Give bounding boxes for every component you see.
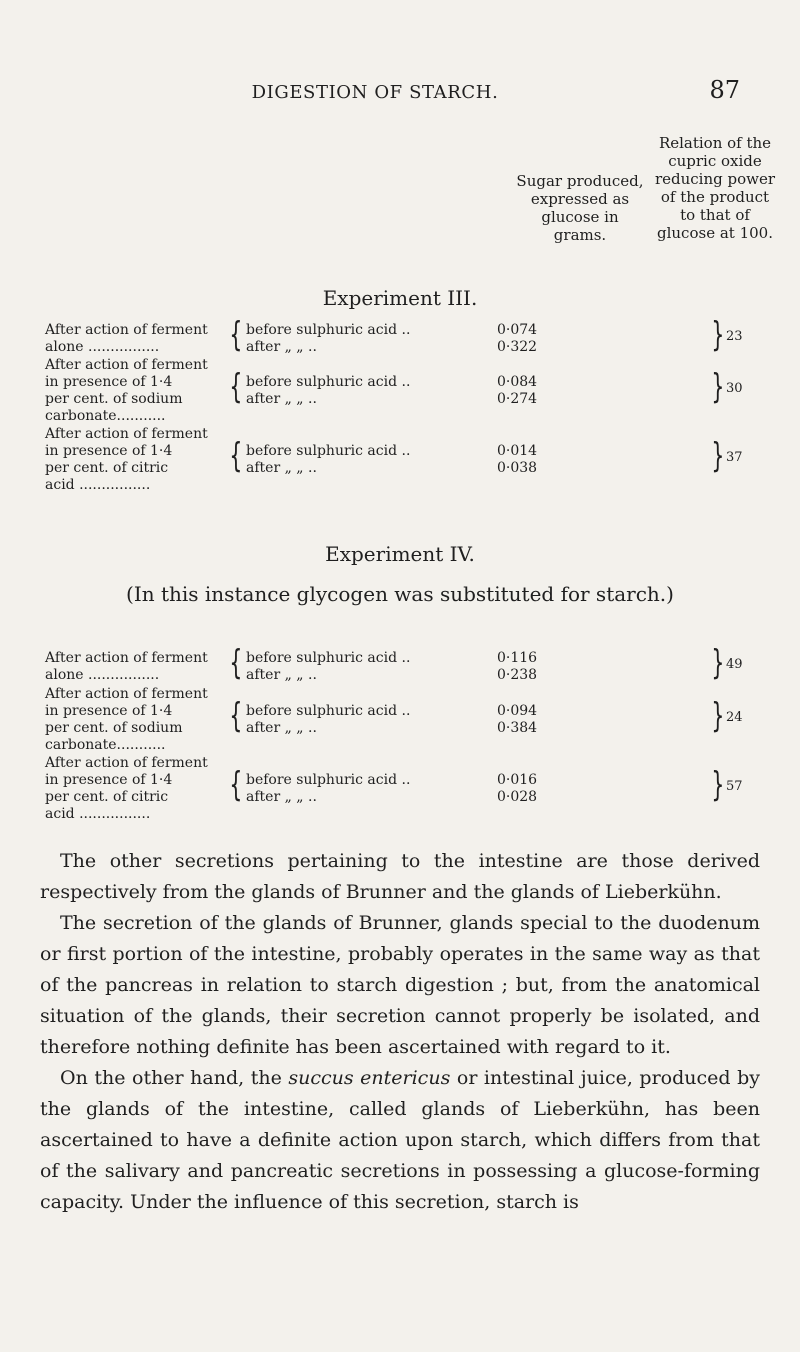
exp3-g1-values: 0·074 0·322: [497, 322, 538, 355]
exp3-g3-conditions: before sulphuric acid .. after „ „ ..: [246, 443, 411, 476]
running-head: DIGESTION OF STARCH.: [251, 82, 499, 103]
column-head-sugar: Sugar produced, expressed as glucose in grams.: [516, 172, 644, 244]
ratio-value: 37: [726, 450, 743, 465]
left-brace-icon: {: [229, 765, 243, 805]
exp4-group-2: After action of ferment in presence of 1·4 per cent. of sodium carbonate...........: [45, 686, 208, 753]
body-text: [40, 846, 760, 1218]
ratio-value: 57: [726, 779, 743, 794]
exp4-g2-values: 0·094 0·384: [497, 703, 538, 736]
left-brace-icon: {: [229, 367, 243, 407]
left-brace-icon: {: [229, 436, 243, 476]
right-brace-icon: }: [711, 367, 725, 407]
ratio-value: 23: [726, 329, 743, 344]
exp3-g3-values: 0·014 0·038: [497, 443, 538, 476]
paragraph-2: The secretion of the glands of Brunner, glands special to the duodenum or first portion of the intestine, probably operates in the same way as that of the pancreas in relation to starch digestion ; but, from the anatomical situation of the glands, their secretion cannot properly be isolated, and therefore nothing definite has been ascertained with regard to it.: [40, 912, 760, 1058]
paragraph-3: On the other hand, the succus entericus or intestinal juice, produced by the glands of the intestine, called glands of Lieberkühn, has been ascertained to have a definite action upon starch, which differs from that of the salivary and pancreatic secretions in possessing a glucose-forming capacity. Under the influence of this secretion, starch is: [40, 1067, 760, 1213]
ratio-value: 30: [726, 381, 743, 396]
exp3-g1-conditions: before sulphuric acid .. after „ „ ..: [246, 322, 411, 355]
right-brace-icon: }: [711, 643, 725, 683]
left-brace-icon: {: [229, 696, 243, 736]
exp4-g1-values: 0·116 0·238: [497, 650, 538, 683]
exp4-group-1: After action of ferment alone ................: [45, 650, 208, 683]
exp3-g2-conditions: before sulphuric acid .. after „ „ ..: [246, 374, 411, 407]
right-brace-icon: }: [711, 436, 725, 476]
exp4-g3-values: 0·016 0·028: [497, 772, 538, 805]
left-brace-icon: {: [229, 315, 243, 355]
column-head-relation: Relation of the cupric oxide reducing power of the product to that of glucose at 100.: [654, 134, 776, 242]
page-number: 87: [709, 76, 740, 104]
experiment-3-title: Experiment III.: [322, 286, 478, 310]
right-brace-icon: }: [711, 696, 725, 736]
group-label: After action of ferment alone ................: [45, 322, 208, 355]
exp4-g2-conditions: before sulphuric acid .. after „ „ ..: [246, 703, 411, 736]
right-brace-icon: }: [711, 765, 725, 805]
exp3-group-3: After action of ferment in presence of 1·4 per cent. of citric acid ................: [45, 426, 208, 493]
exp3-g2-values: 0·084 0·274: [497, 374, 538, 407]
exp4-g3-conditions: before sulphuric acid .. after „ „ ..: [246, 772, 411, 805]
experiment-4-title: Experiment IV.: [325, 542, 475, 566]
experiment-4-note: (In this instance glycogen was substituted for starch.): [126, 582, 674, 606]
right-brace-icon: }: [711, 315, 725, 355]
left-brace-icon: {: [229, 643, 243, 683]
ratio-value: 24: [726, 710, 743, 725]
paragraph-1: The other secretions pertaining to the intestine are those derived respectively from the glands of Brunner and the glands of Lieberkühn.: [40, 850, 760, 903]
ratio-value: 49: [726, 657, 743, 672]
exp4-group-3: After action of ferment in presence of 1·4 per cent. of citric acid ................: [45, 755, 208, 822]
exp4-g1-conditions: before sulphuric acid .. after „ „ ..: [246, 650, 411, 683]
exp3-group-2: After action of ferment in presence of 1·4 per cent. of sodium carbonate...........: [45, 357, 208, 424]
